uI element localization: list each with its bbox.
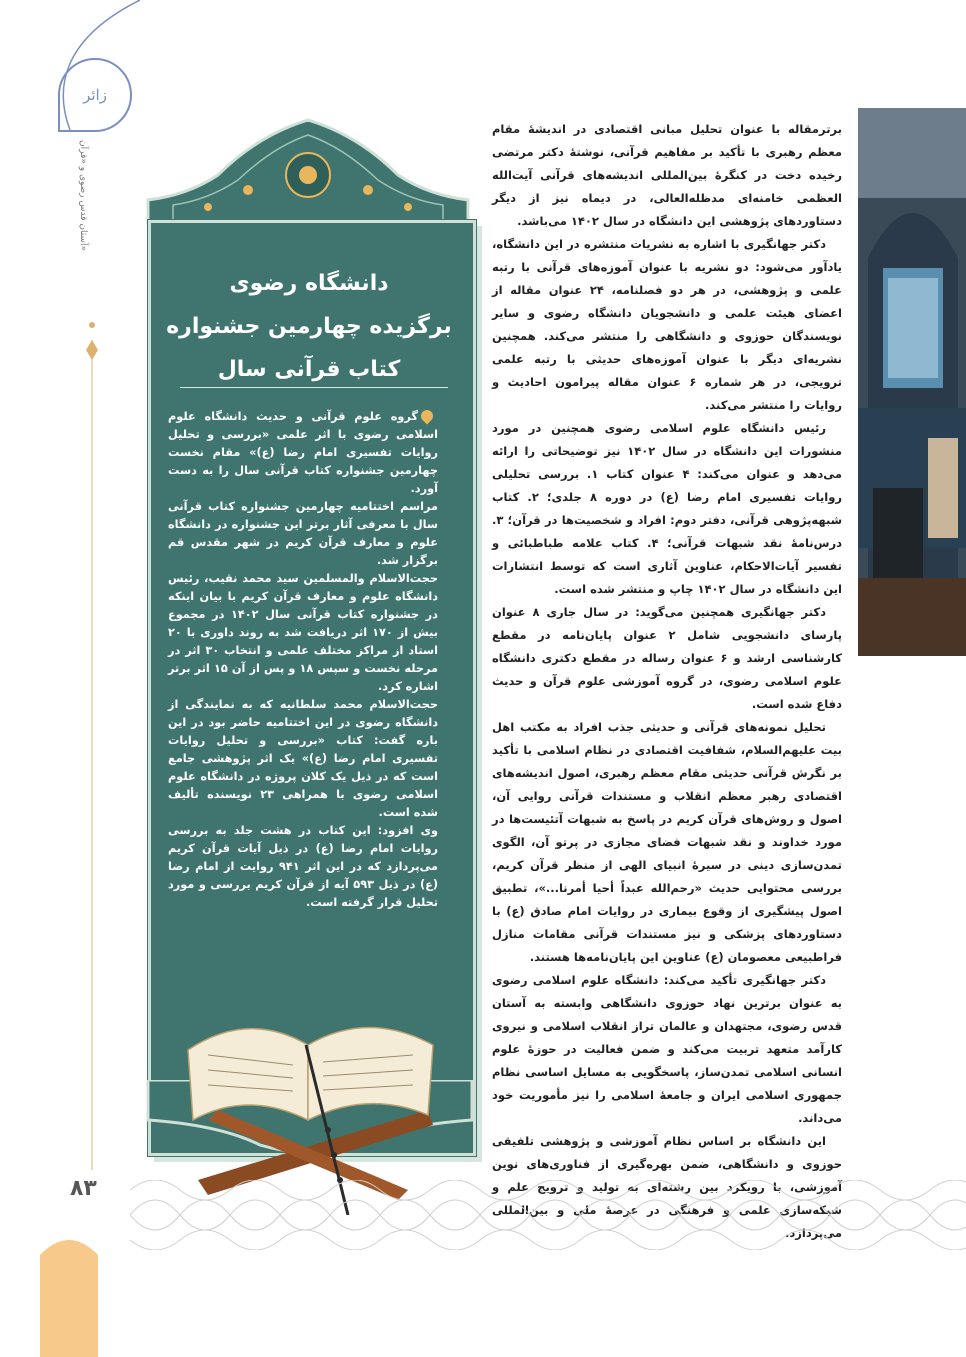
article-paragraph: تحلیل نمونه‌های قرآنی و حدیثی جذب افراد به مکتب اهل بیت علیهم‌السلام، شفافیت اقتصادی در نظام اسلامی با تأکید بر نگرش قرآنی حدیثی مقام معظم رهبری، اصول اندیشه‌های اقتصادی رهبر معظم انقلاب و مستندات قرآنی روایی آن، اصول و روش‌های قرآن کریم در پاسخ به شبهات آتئیست‌ها در مورد خداوند و نقد شبهات فضای مجازی در پرتو آن، الگوی تمدن‌سازی دینی در سیرهٔ انبیای الهی از منظر قرآن کریم، بررسی محتوایی حدیث «رحم‌الله عبداً أحیا أمرنا...»، تطبیق اصول پیشگیری از وقوع بیماری در روایات امام صادق (ع) با دستاوردهای پزشکی و نیز مستندات قرآنی مقامات منازل فراطبیعی معصومان (ع) عناوین این پایان‌نامه‌ها هستند. bbox=[492, 720, 842, 964]
footer-pattern bbox=[130, 1180, 966, 1250]
side-tab bbox=[40, 1225, 98, 1357]
title-divider bbox=[180, 387, 448, 388]
section-caption: آستان قدس رضوی و «قرآن» bbox=[78, 140, 88, 251]
magazine-logo: زائر bbox=[58, 58, 132, 132]
sidebar-title-line-2: برگزیده چهارمین جشنواره bbox=[166, 314, 452, 339]
article-paragraph: دکتر جهانگیری همچنین می‌گوید: در سال جاری ۸ عنوان پارسای دانشجویی شامل ۲ عنوان پایان‌نامه در مقطع کارشناسی ارشد و ۶ عنوان رساله در مقطع دکتری دانشگاه علوم اسلامی رضوی، در گروه آموزشی علوم قرآن و حدیث دفاع شده است. bbox=[492, 605, 843, 711]
sidebar-paragraph: حجت‌الاسلام محمد سلطانیه که به نمایندگی از دانشگاه رضوی در این اختتامیه حاضر بود در این باره گفت: کتاب «بررسی و تحلیل روایات تفسیری امام رضا (ع)» یک اثر پژوهشی جامع است که در ذیل یک کلان پروژه در دانشگاه علوم اسلامی رضوی با همراهی ۲۳ نویسنده تألیف شده است. bbox=[168, 698, 439, 819]
mosque-interior-photo bbox=[858, 108, 966, 656]
sidebar-paragraph: حجت‌الاسلام والمسلمین سید محمد نقیب، رئیس دانشگاه علوم و معارف قرآن کریم با بیان اینکه در جشنواره کتاب قرآنی سال ۱۴۰۲ در مجموع بیش از ۱۷۰ اثر دریافت شد به روند داوری با ۲۰ استاد از مراکز مختلف علمی و انتخاب ۳۰ اثر در مرحله نخست و سپس ۱۸ و پس از آن ۱۵ اثر برتر اشاره کرد. bbox=[168, 572, 438, 693]
sidebar-title-line-3: کتاب قرآنی سال bbox=[217, 357, 401, 382]
sidebar-paragraph: گروه علوم قرآنی و حدیث دانشگاه علوم اسلامی رضوی با اثر علمی «بررسی و تحلیل روایات تفسیری امام رضا (ع)» مقام نخست چهارمین جشنواره کتاب قرآنی سال را به دست آورد. bbox=[168, 410, 438, 495]
panel-crown-ornament bbox=[128, 115, 488, 225]
article-paragraph: دکتر جهانگیری تأکید می‌کند: دانشگاه علوم اسلامی رضوی به عنوان برترین نهاد حوزوی دانشگاهی وابسته به آستان قدس رضوی، مجتهدان و عالمان تراز انقلاب اسلامی و نیروی کارآمد متعهد تربیت می‌کند و ضمن فعالیت در حوزهٔ علوم انسانی اسلامی تمدن‌ساز، پاسخگویی به مسایل اساسی نظام جمهوری اسلامی ایران و جامعهٔ اسلامی را نیز مأموریت خود می‌داند. bbox=[492, 973, 842, 1125]
sidebar-paragraph: مراسم اختتامیه چهارمین جشنواره کتاب قرآنی سال با معرفی آثار برتر این جشنواره در دانشگاه علوم و معارف قرآن کریم در شهر مقدس قم برگزار شد. bbox=[168, 500, 438, 567]
page-number: ۸۳ bbox=[70, 1176, 97, 1201]
article-paragraph: رئیس دانشگاه علوم اسلامی رضوی همچنین در مورد منشورات این دانشگاه در سال ۱۴۰۲ نیز توضیحاتی را ارائه می‌دهد و عنوان می‌کند: ۴ عنوان کتاب ۱. بررسی تحلیلی روایات تفسیری امام رضا (ع) در دوره ۸ جلدی؛ ۲. کتاب شبهه‌پژوهی قرآنی، دفتر دوم: افراد و شخصیت‌ها در قرآن؛ ۳. درس‌نامهٔ نقد شبهات قرآنی؛ ۴. کتاب علامه طباطبائی و تفسیر آیات‌الاحکام، عناوین آثاری است که توسط انتشارات این دانشگاه در سال ۱۴۰۲ چاپ و منتشر شده است. bbox=[492, 421, 842, 596]
article-paragraph: این دانشگاه بر اساس نظام آموزشی و پژوهشی تلفیقی حوزوی و دانشگاهی، ضمن بهره‌گیری از فناوری‌های نوین آموزشی، با رویکرد بین رشته‌ای به تولید و ترویج علم و شبکه‌سازی علمی و فرهنگی در عرصهٔ ملی و بین‌المللی می‌پردازد. bbox=[492, 1134, 842, 1240]
sidebar-title-line-1: دانشگاه رضوی bbox=[229, 271, 389, 296]
sidebar-body bbox=[168, 408, 438, 912]
article-paragraph: برترمقاله با عنوان تحلیل مبانی اقتصادی در اندیشهٔ مقام معظم رهبری با تأکید بر مفاهیم قرآنی، نوشتهٔ دکتر مرتضی رخیده دخت در کنگرهٔ بین‌المللی اندیشه‌های قرآنی آیت‌الله العظمی خامنه‌ای مدظله‌العالی، در دیماه نیز از دیگر دستاوردهای پژوهشی این دانشگاه در سال ۱۴۰۲ می‌باشد. bbox=[492, 122, 842, 228]
article-paragraph: دکتر جهانگیری با اشاره به نشریات منتشره در این دانشگاه، یادآور می‌شود: دو نشریه با عنوان آموزه‌های قرآنی با رتبه علمی و پژوهشی، در هر دو فصلنامه، ۲۴ عنوان مقاله از اعضای هیئت علمی و دانشجویان دانشگاه رضوی و سایر نویسندگان حوزوی و دانشگاهی را منتشر می‌کند. همچنین نشریه‌ای دیگر با عنوان آموزه‌های حدیثی با رتبه علمی ترویجی، در هر شماره ۶ عنوان مقاله پیرامون احادیث و روایات را منتشر می‌کند. bbox=[492, 237, 843, 412]
sidebar-paragraph: وی افزود: این کتاب در هشت جلد به بررسی روایات امام رضا (ع) در ذیل آیات قرآن کریم می‌پردازد که در این اثر ۹۴۱ روایت از امام رضا (ع) در ذیل ۵۹۳ آیه از قرآن کریم بررسی و مورد تحلیل قرار گرفته است. bbox=[168, 824, 438, 909]
article-body bbox=[492, 118, 842, 1245]
sidebar-title bbox=[160, 262, 458, 391]
